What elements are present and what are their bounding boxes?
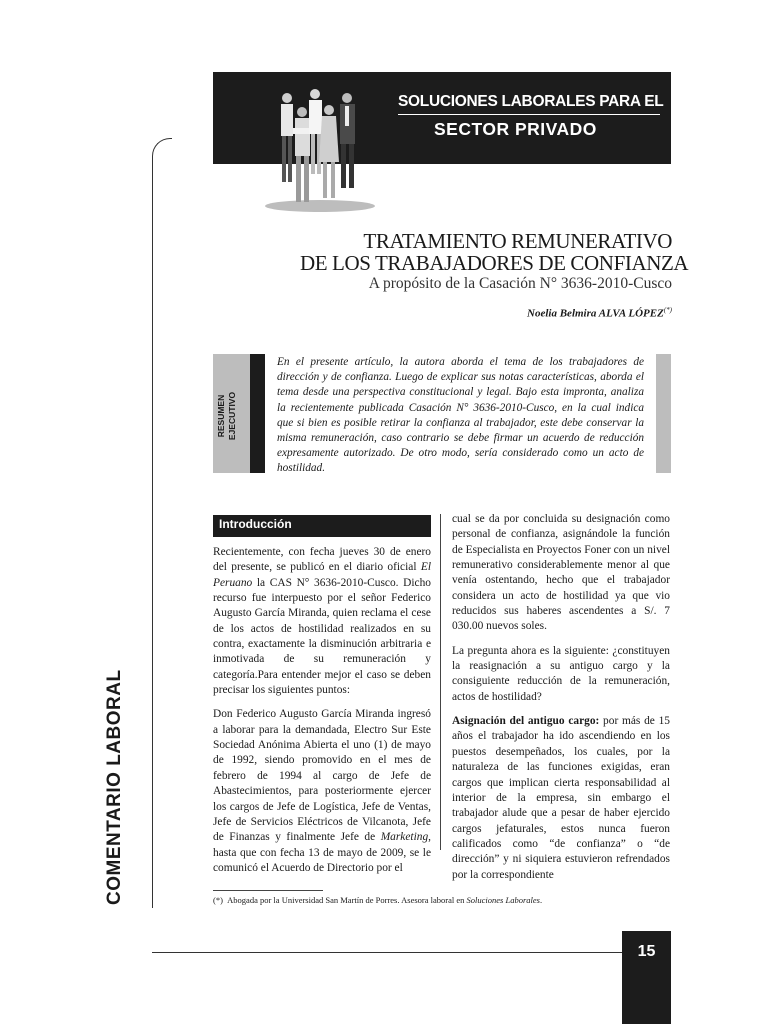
header-title-line1: SOLUCIONES LABORALES PARA EL bbox=[398, 93, 664, 110]
article-title-line2: DE LOS TRABAJADORES DE CONFIANZA bbox=[300, 251, 689, 275]
summary-label-line2: EJECUTIVO bbox=[227, 391, 237, 441]
business-people-illustration bbox=[255, 84, 385, 214]
article-subtitle: A propósito de la Casación N° 3636-2010-Cusco bbox=[368, 275, 672, 292]
summary-label bbox=[216, 358, 246, 474]
summary-text: En el presente artículo, la autora aborda el tema de los trabajadores de dirección y de confianza. Luego de explicar sus notas características, aborda el tema desde una perspectiva constitucional y legal. Bajo esta impronta, analiza la recientemente publicada Casación N° 3636-2010-Cusco, en la cual indica que si bien es posible retirar la confianza al trabajador, este debe conservar la misma remuneración, caso contrario se debe firmar un acuerdo de reducción expresamente autorizado. De otro modo, sería considerado como un acto de hostilidad. bbox=[277, 356, 644, 475]
text-run: , hasta que con fecha 13 de mayo de 2009, se le comunicó el Acuerdo de Directorio por el bbox=[213, 831, 431, 874]
footnote-end: . bbox=[539, 895, 543, 905]
intro-heading: Introducción bbox=[219, 517, 292, 531]
bottom-rule bbox=[152, 952, 622, 953]
page-number: 15 bbox=[637, 943, 656, 960]
paragraph: cual se da por concluida su designación como personal de confianza, asignándole la función de Especialista en Proyectos Foner con un nivel remunerativo considerablemente menor al que venía ostentando, hecho que el trabajador considera un acto de hostilidad ya que vio reducidos sus haberes ascendentes a S/. 7 030.00 nuevos soles. bbox=[452, 513, 670, 633]
footnote-italic: Soluciones Laborales bbox=[466, 895, 540, 905]
newspaper-name: El Peruano bbox=[213, 561, 431, 589]
author-name: Noelia Belmira ALVA LÓPEZ bbox=[527, 307, 664, 320]
summary-divider bbox=[250, 354, 265, 473]
text-run: Recientemente, con fecha jueves 30 de enero del presente, se publicó en el diario oficial bbox=[213, 546, 431, 574]
footnote-rule bbox=[213, 890, 323, 891]
article-title-line1: TRATAMIENTO REMUNERATIVO bbox=[363, 229, 672, 253]
page-frame-line bbox=[152, 138, 172, 908]
summary-label-line1: RESUMEN bbox=[216, 394, 226, 438]
text-run: la CAS N° 3636-2010-Cusco. Dicho recurso fue interpuesto por el señor Federico Augusto García Miranda, quien reclama el cese de los actos de hostilidad realizados en su contra, exactamente la disminución arbitraria e inmotivada de su remuneración y categoría.Para entender mejor el caso se deben precisar los siguientes puntos: bbox=[213, 576, 431, 697]
author-footnote-mark: (*) bbox=[663, 306, 672, 314]
summary-right-bar bbox=[656, 354, 671, 473]
footnote bbox=[213, 895, 673, 905]
header-title-line2: SECTOR PRIVADO bbox=[434, 119, 597, 139]
paragraph bbox=[213, 707, 431, 876]
paragraph bbox=[213, 545, 431, 698]
right-column bbox=[452, 512, 670, 892]
footnote-text: Abogada por la Universidad San Martín de Porres. Asesora laboral en bbox=[227, 895, 467, 905]
text-run: por más de 15 años el trabajador ha ido ascendiendo en los puestos desempeñados, los cuales, por la naturaleza de las funciones exigidas, eran cargos que implican cierta responsabilidad al interior de la empresa, sin embargo el trabajador alude que a pesar de haber ejercido cargos jefaturales, estos nunca fueron calificados como “de confianza” o “de dirección” y ni siquiera estuvieron refrendados por la correspondiente bbox=[452, 715, 670, 881]
italic-term: Marketing bbox=[380, 831, 429, 844]
text-run: Don Federico Augusto García Miranda ingresó a laborar para la demandada, Electro Sur Este Sociedad Anónima Abierta el uno (1) de mayo de 1992, siendo promovido en el mes de febrero de 1994 al cargo de Jefe de Abastecimientos, para posteriormente ejercer los cargos de Jefe de Logística, Jefe de Ventas, Jefe de Servicios Eléctricos de Vilcanota, Jefe de Finanzas y finalmente Jefe de bbox=[213, 708, 431, 844]
paragraph bbox=[452, 714, 670, 883]
footnote-mark: (*) bbox=[213, 895, 223, 905]
paragraph: La pregunta ahora es la siguiente: ¿constituyen la reasignación a su antiguo cargo y la consiguiente reducción de la remuneración, actos de hostilidad? bbox=[452, 644, 670, 703]
inline-heading: Asignación del antiguo cargo: bbox=[452, 715, 600, 728]
left-column bbox=[213, 545, 431, 885]
header-divider bbox=[398, 114, 660, 115]
article-author bbox=[380, 306, 672, 320]
column-divider bbox=[440, 514, 441, 850]
section-label: COMENTARIO LABORAL bbox=[104, 669, 125, 905]
